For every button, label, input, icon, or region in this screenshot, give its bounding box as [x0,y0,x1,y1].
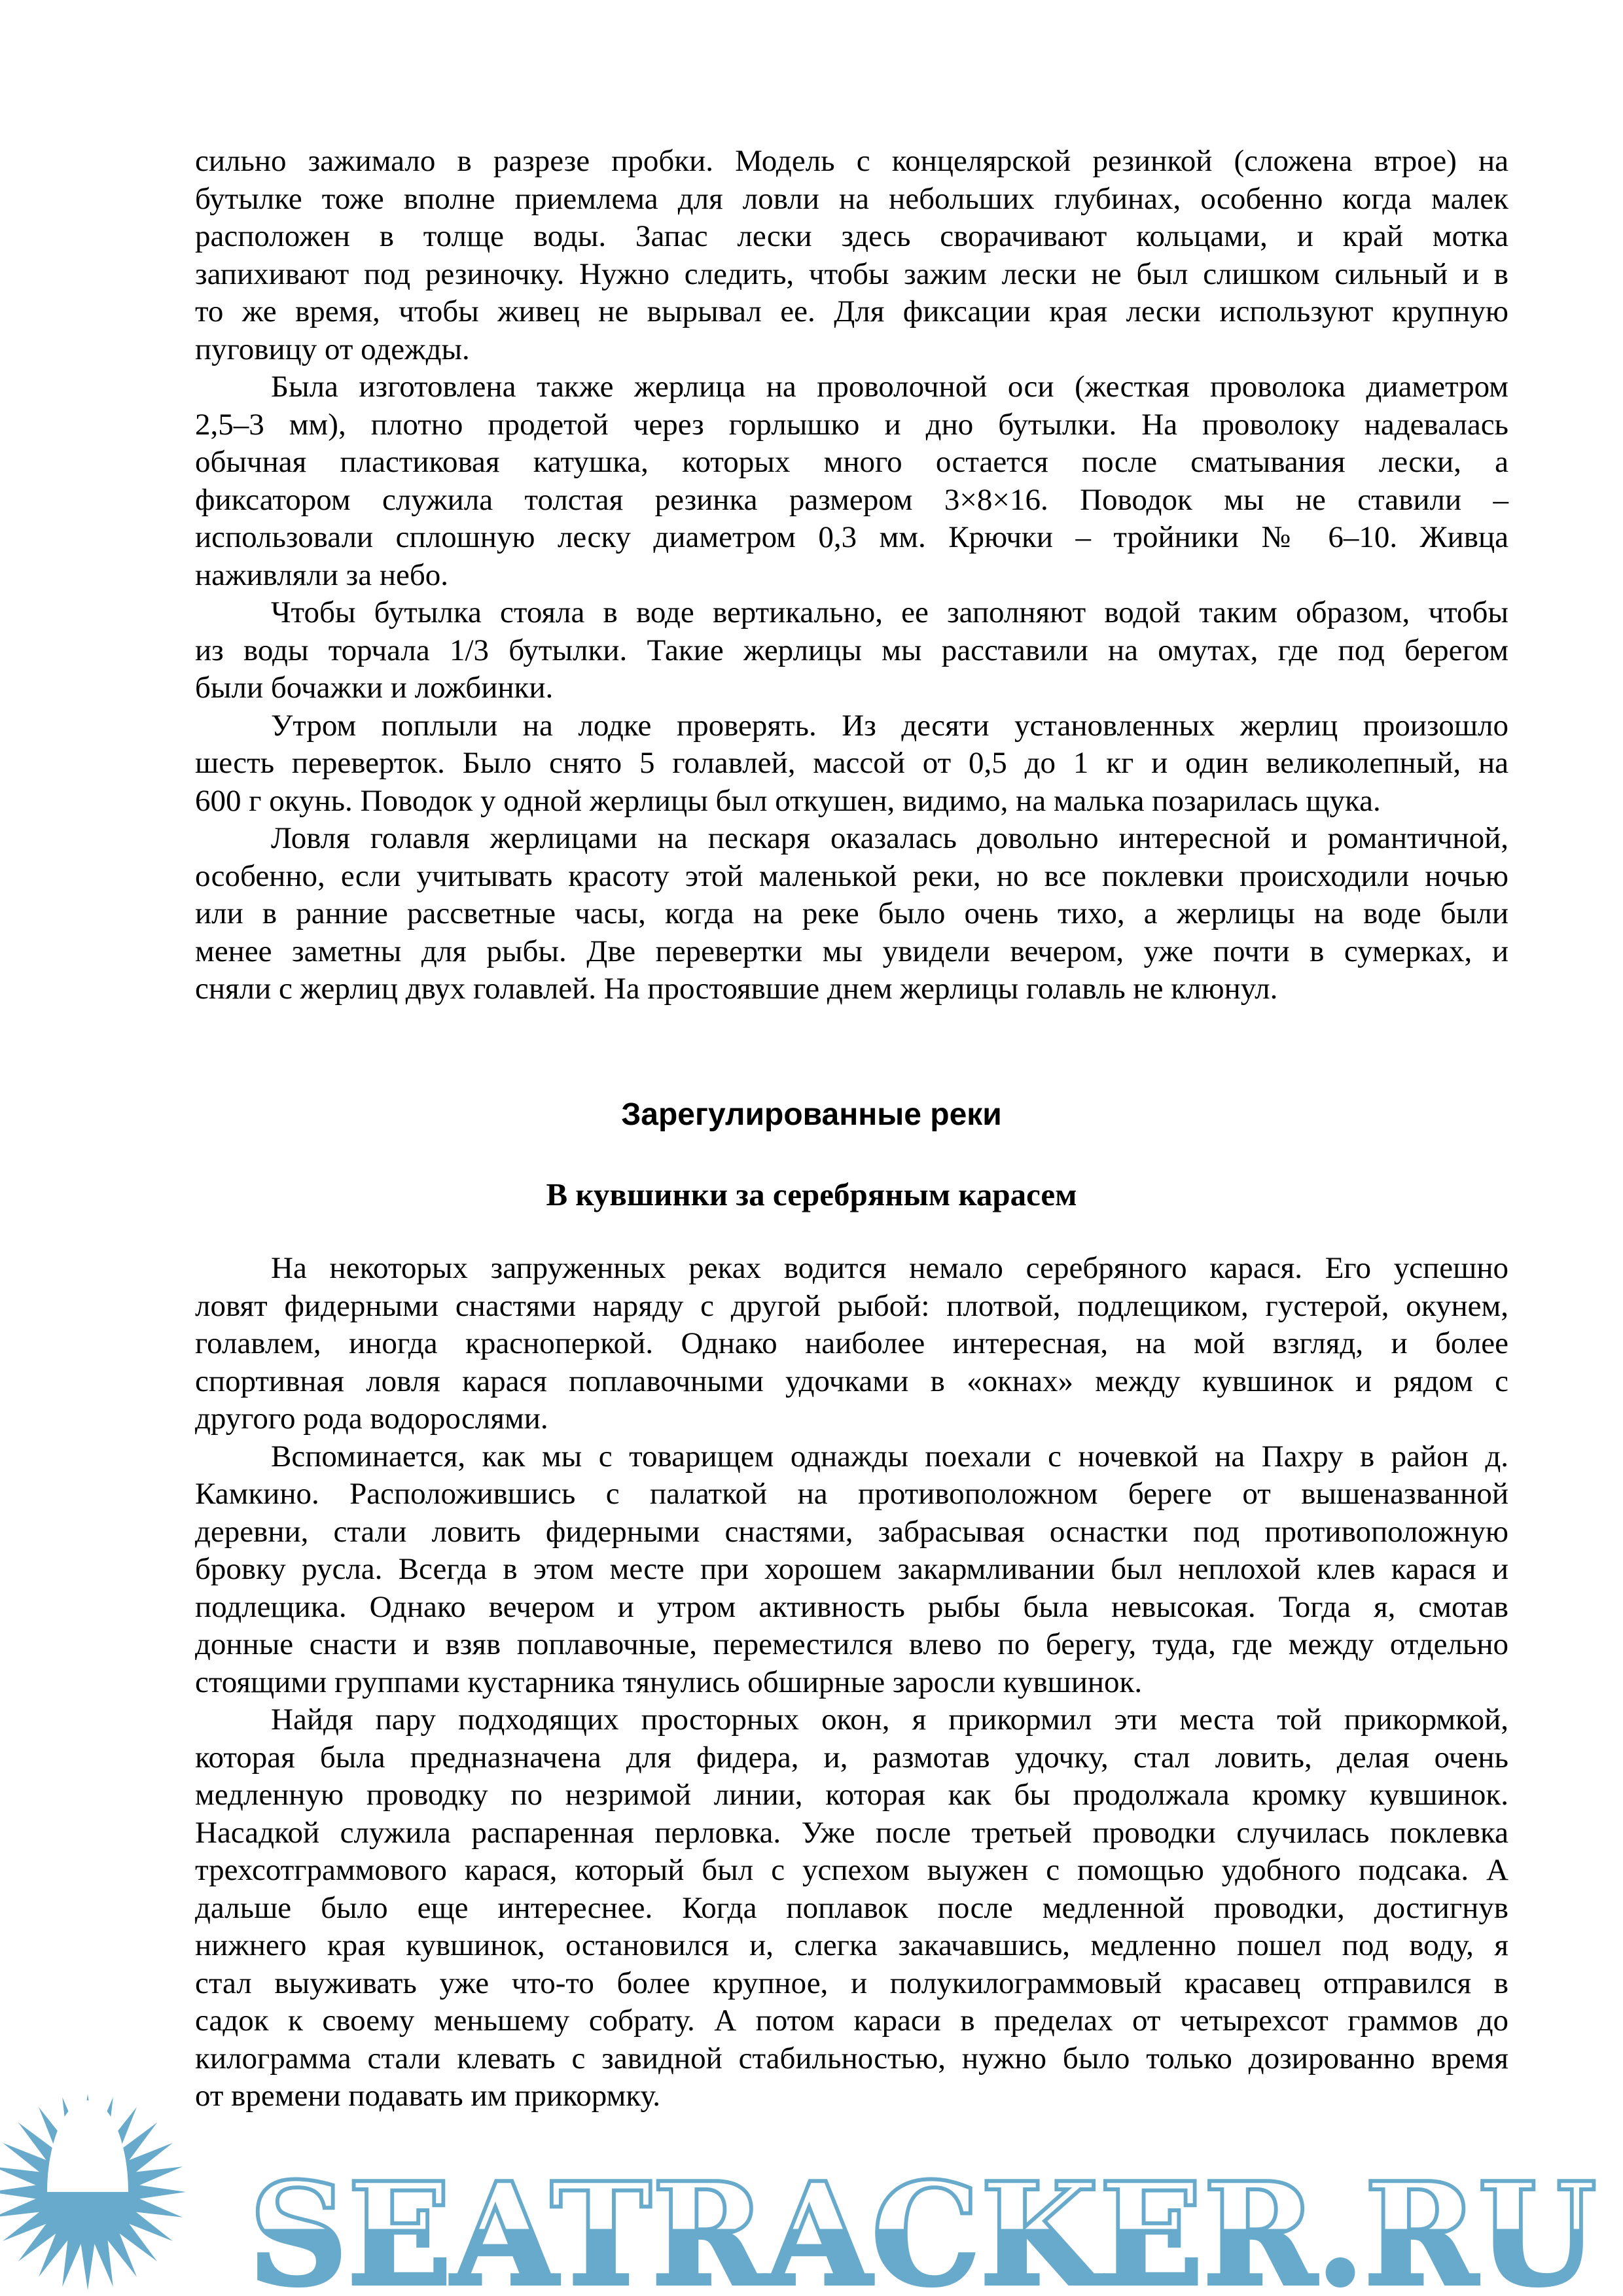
text-line: голавлем, иногда красноперкой. Однако наиболее интересная, на мой взгляд, и более [195,1326,1508,1360]
text-line: использовали сплошную леску диаметром 0,3 мм. Крючки – тройники № 6–10. Живца [195,520,1508,554]
text-line: донные снасти и взяв поплавочные, переместился влево по берегу, туда, где между отдельно [195,1627,1508,1661]
subsection-heading: В кувшинки за серебряным карасем [546,1176,1077,1212]
text-line: из воды торчала 1/3 бутылки. Такие жерлицы мы расставили на омутах, где под берегом [195,633,1508,667]
text-line: дальше было еще интереснее. Когда поплавок после медленной проводки, достигнув [195,1890,1508,1925]
text-line: трехсотграммового карася, который был с успехом выужен с помощью удобного подсака. А [195,1853,1508,1887]
text-line: то же время, чтобы живец не вырывал ее. Для фиксации края лески используют крупную [195,294,1508,328]
paragraph [195,1438,1508,1702]
text-line: ловят фидерными снастями наряду с другой рыбой: плотвой, подлещиком, густерой, окунем, [195,1288,1508,1323]
text-line: Камкино. Расположившись с палаткой на противоположном береге от вышеназванной [195,1477,1508,1511]
text-line: сильно зажимало в разрезе пробки. Модель с концелярской резинкой (сложена втрое) на [195,144,1508,178]
text-line: Утром поплыли на лодке проверять. Из десяти установленных жерлиц произошло [271,708,1508,743]
text-line: сняли с жерлиц двух голавлей. На простоявшие днем жерлицы голавль не клюнул. [195,972,1278,1006]
paragraph [195,143,1508,368]
text-line: менее заметны для рыбы. Две перевертки мы увидели вечером, уже почти в сумерках, и [195,934,1508,968]
text-line: Была изготовлена также жерлица на проволочной оси (жесткая проволока диаметром [271,370,1508,404]
text-line: стал выуживать уже что-то более крупное, и полукилограммовый красавец отправился в [195,1966,1508,2000]
watermark-text: SEATRACKER.RU [249,2151,1597,2296]
paragraph [195,820,1508,1008]
text-line: 600 г окунь. Поводок у одной жерлицы был откушен, видимо, на малька позарилась щука. [195,783,1381,818]
text-line: были бочажки и ложбинки. [195,671,554,705]
text-line: пуговицу от одежды. [195,332,470,366]
text-line: которая была предназначена для фидера, и, размотав удочку, стал ловить, делая очень [195,1740,1508,1775]
text-line: от времени подавать им прикормку. [195,2079,661,2113]
text-line: запихивают под резиночку. Нужно следить, чтобы зажим лески не был слишком сильный и в [195,256,1508,291]
text-line: особенно, если учитывать красоту этой маленькой реки, но все поклевки происходили ночью [195,858,1508,893]
text-line: шесть переверток. Было снято 5 голавлей, массой от 0,5 до 1 кг и один великолепный, на [195,746,1508,780]
text-line: бровку русла. Всегда в этом месте при хорошем закармливании был неплохой клев карася и [195,1552,1508,1586]
text-line: стоящими группами кустарника тянулись обширные заросли кувшинок. [195,1665,1143,1699]
text-line: 2,5–3 мм), плотно продетой через горлышко и дно бутылки. На проволоку надевалась [195,407,1508,442]
paragraph [195,707,1508,821]
text-line: Найдя пару подходящих просторных окон, я прикормил эти места той прикормкой, [271,1703,1508,1737]
paragraph [195,368,1508,594]
text-line: Насадкой служила распаренная перловка. Уже после третьей проводки случилась поклевка [195,1815,1508,1850]
text-block-bottom [195,1250,1508,2115]
text-line: наживляли за небо. [195,557,448,592]
text-line: подлещика. Однако вечером и утром активность рыбы была невысокая. Тогда я, смотав [195,1589,1508,1624]
section-heading: Зарегулированные реки [621,1097,1002,1132]
text-block-top [195,143,1508,1008]
text-line: нижнего края кувшинок, остановился и, слегка закачавшись, медленно пошел под воду, я [195,1928,1508,1962]
text-line: деревни, стали ловить фидерными снастями, забрасывая оснастки под противоположную [195,1514,1508,1549]
text-line: или в ранние рассветные часы, когда на реке было очень тихо, а жерлицы на воде были [195,896,1508,930]
text-line: другого рода водорослями. [195,1402,548,1436]
paragraph [195,1701,1508,2115]
text-line: Чтобы бутылка стояла в воде вертикально, ее заполняют водой таким образом, чтобы [271,595,1508,629]
text-line: На некоторых запруженных реках водится немало серебряного карася. Его успешно [271,1251,1508,1285]
text-line: бутылке тоже вполне приемлема для ловли на небольших глубинах, особенно когда малек [195,181,1508,216]
text-line: Вспоминается, как мы с товарищем однажды поехали с ночевкой на Пахру в район д. [271,1439,1508,1474]
text-line: расположен в толще воды. Запас лески здесь сворачивают кольцами, и край мотка [195,219,1508,253]
text-line: спортивная ловля карася поплавочными удочками в «окнах» между кувшинок и рядом с [195,1364,1508,1398]
text-line: фиксатором служила толстая резинка размером 3×8×16. Поводок мы не ставили – [195,482,1508,517]
paragraph [195,1250,1508,1438]
text-line: Ловля голавля жерлицами на пескаря оказалась довольно интересной и романтичной, [271,821,1508,855]
text-line: килограмма стали клевать с завидной стабильностью, нужно было только дозированно время [195,2041,1508,2075]
text-line: садок к своему меньшему собрату. А потом караси в пределах от четырехсот граммов до [195,2004,1508,2038]
text-line: обычная пластиковая катушка, которых много остается после сматывания лески, а [195,445,1508,479]
paragraph [195,594,1508,707]
text-line: медленную проводку по незримой линии, которая как бы продолжала кромку кувшинок. [195,1778,1508,1812]
sun-icon [0,2094,186,2290]
